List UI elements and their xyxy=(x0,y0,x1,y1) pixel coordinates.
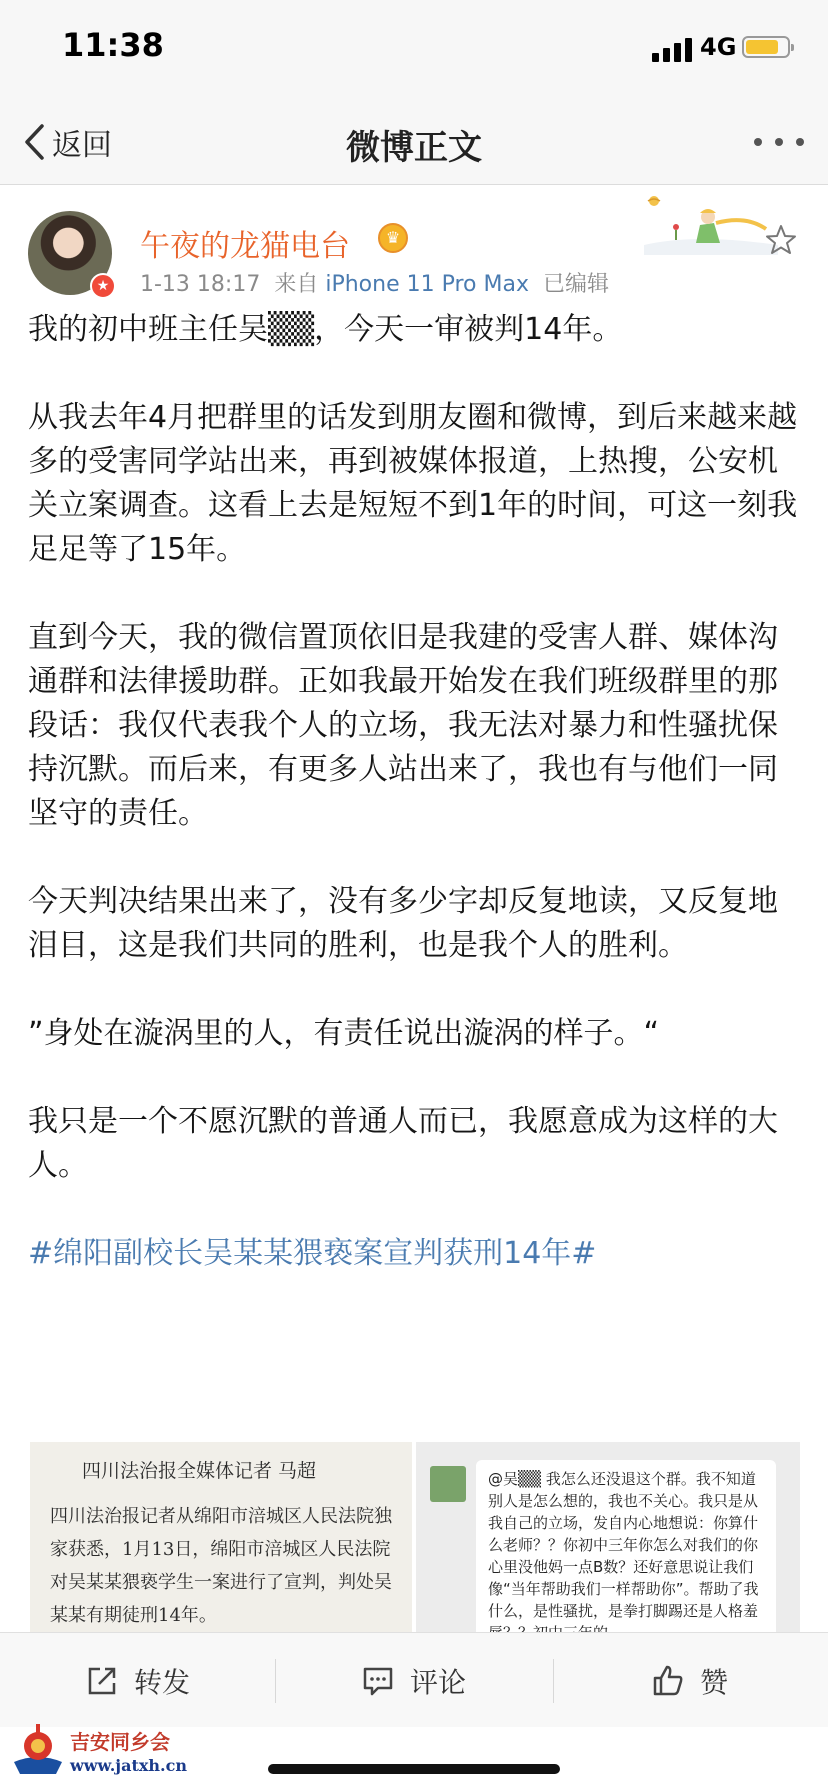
back-label: 返回 xyxy=(52,128,112,163)
newspaper-byline: 四川法治报全媒体记者 马超 xyxy=(82,1460,317,1482)
dot-icon xyxy=(754,138,762,146)
watermark-name: 吉安同乡会 xyxy=(70,1730,170,1754)
divider xyxy=(553,1659,554,1703)
post-paragraph: ”身处在漩涡里的人，有责任说出漩涡的样子。“ xyxy=(28,1016,660,1051)
like-button[interactable] xyxy=(650,1661,728,1701)
verified-badge-icon: ★ xyxy=(90,273,116,299)
post-meta xyxy=(140,267,609,298)
battery-icon xyxy=(742,36,790,58)
post-images xyxy=(30,1442,800,1632)
post-date: 1-13 18:17 xyxy=(140,272,261,297)
favorite-star-icon[interactable] xyxy=(764,223,798,257)
comment-icon xyxy=(360,1663,396,1699)
watermark-logo-icon xyxy=(10,1722,66,1778)
username[interactable]: 午夜的龙猫电台 xyxy=(140,229,350,264)
post-paragraph: 今天判决结果出来了，没有多少字却反复地读，又反复地泪目，这是我们共同的胜利，也是我个人的胜利。 xyxy=(28,884,778,963)
post-body xyxy=(28,308,800,1320)
share-icon xyxy=(84,1663,120,1699)
dot-icon xyxy=(775,138,783,146)
dot-icon xyxy=(796,138,804,146)
chat-bubble: @吴▒▒ 我怎么还没退这个群。我不知道别人是怎么想的，我也不关心。我只是从我自己的立场，发自内心地想说：你算什么老师？？你初中三年你怎么对我们的你心里没他妈一点B数？还好意思说让我们像“当年帮助我们一样帮助你”。帮助了我什么，是性骚扰，是拳打脚踢还是人格羞 xyxy=(476,1460,776,1650)
more-options-button[interactable] xyxy=(754,130,804,154)
like-label: 赞 xyxy=(700,1666,729,1699)
post-paragraph: 我只是一个不愿沉默的普通人而已，我愿意成为这样的大人。 xyxy=(28,1104,778,1183)
page-title: 微博正文 xyxy=(346,128,482,168)
watermark xyxy=(6,1722,186,1784)
source-prefix: 来自 xyxy=(274,272,319,297)
action-toolbar xyxy=(0,1632,828,1727)
repost-button[interactable] xyxy=(84,1661,190,1701)
status-time: 11:38 xyxy=(62,26,164,64)
post-paragraph: 直到今天，我的微信置顶依旧是我建的受害人群、媒体沟通群和法律援助群。正如我最开始发在我们班级群里的那段话：我仅代表我个人的立场，我无法对暴力和性骚扰保持沉默。而后来，有更多人站出来了，我也有与他们一同坚守的责任。 xyxy=(28,620,778,831)
status-bar xyxy=(0,0,828,100)
edited-label[interactable]: 已编辑 xyxy=(542,272,609,297)
thumbs-up-icon xyxy=(650,1663,686,1699)
avatar[interactable] xyxy=(28,211,112,295)
crown-icon: ♛ xyxy=(378,223,408,253)
network-type: 4G xyxy=(700,33,737,61)
hashtag-link[interactable]: #绵阳副校长吴某某猥亵案宣判获刑14年# xyxy=(28,1236,597,1271)
signal-icon xyxy=(652,36,694,62)
chat-screenshot-image[interactable] xyxy=(416,1442,800,1632)
newspaper-image[interactable] xyxy=(30,1442,412,1632)
repost-label: 转发 xyxy=(134,1666,191,1699)
comment-button[interactable] xyxy=(360,1661,466,1701)
newspaper-text: 四川法治报记者从绵阳市涪城区人民法院独家获悉，1月13日，绵阳市涪城区人民法院对吴某某猥亵学生一案进行了宣判，判处吴某某有期徒刑14年。 xyxy=(50,1506,392,1626)
watermark-url: www.jatxh.cn xyxy=(70,1756,187,1775)
post-paragraph: 从我去年4月把群里的话发到朋友圈和微博，到后来越来越多的受害同学站出来，再到被媒体报道，上热搜，公安机关立案调查。这看上去是短短不到1年的时间，可这一刻我足足等了15年。 xyxy=(28,400,798,567)
device-link[interactable]: iPhone 11 Pro Max xyxy=(325,272,529,297)
divider xyxy=(275,1659,276,1703)
chat-avatar xyxy=(430,1466,466,1502)
home-indicator[interactable] xyxy=(268,1764,560,1774)
comment-label: 评论 xyxy=(410,1666,467,1699)
nav-bar xyxy=(0,100,828,185)
post-header xyxy=(0,185,828,305)
post-paragraph: 我的初中班主任吴▒▒，今天一审被判14年。 xyxy=(28,312,623,347)
